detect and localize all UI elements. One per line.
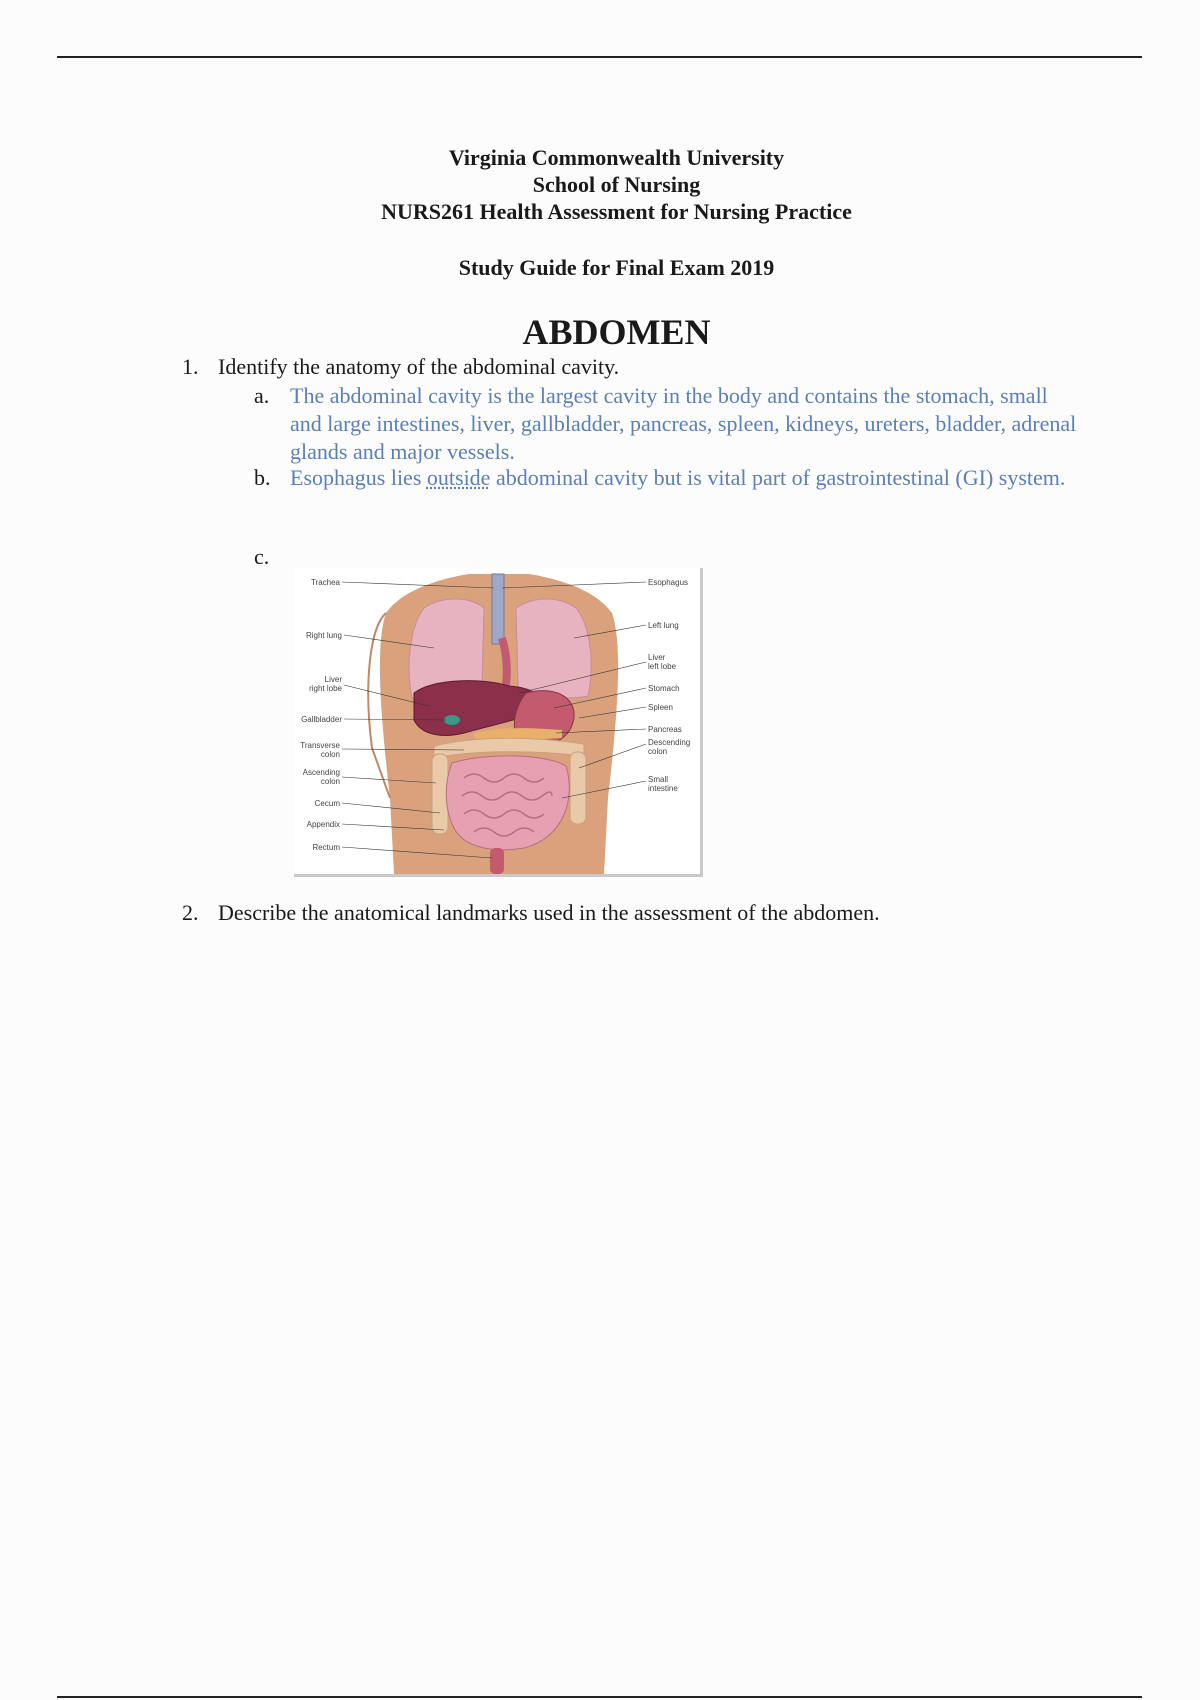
label-ascending-colon: colon xyxy=(320,777,340,786)
question-2 xyxy=(182,899,880,927)
label-trachea: Trachea xyxy=(310,578,340,587)
label-rectum: Rectum xyxy=(312,843,340,852)
school-name: School of Nursing xyxy=(532,172,701,197)
label-stomach: Stomach xyxy=(648,684,680,693)
label-small-intestine: intestine xyxy=(648,784,678,793)
label-left-lobe: left lobe xyxy=(648,662,677,671)
gallbladder-shape xyxy=(444,715,460,725)
question-1 xyxy=(182,353,619,381)
label-gallbladder: Gallbladder xyxy=(301,715,342,724)
question-number: 1. xyxy=(182,354,199,379)
label-right-lung: Right lung xyxy=(305,631,342,640)
course-title: NURS261 Health Assessment for Nursing Practice xyxy=(381,199,852,224)
label-liver-right: Liver xyxy=(324,675,342,684)
left-lung-shape xyxy=(516,599,591,698)
abdominal-anatomy-figure xyxy=(294,568,703,877)
label-descending-colon: colon xyxy=(648,747,668,756)
ascending-colon-shape xyxy=(432,754,448,834)
underlined-word: outside xyxy=(426,465,491,490)
label-ascending: Ascending xyxy=(302,768,340,777)
label-transverse-colon: colon xyxy=(320,750,340,759)
exam-title: Study Guide for Final Exam 2019 xyxy=(458,255,775,280)
answer-text-end: abdominal cavity but is vital part of gastrointestinal (GI) system. xyxy=(490,465,1066,490)
trachea-shape xyxy=(492,574,504,644)
question-text: Describe the anatomical landmarks used in the assessment of the abdomen. xyxy=(218,900,880,925)
top-rule xyxy=(57,56,1142,58)
label-pancreas: Pancreas xyxy=(648,725,682,734)
label-descending: Descending xyxy=(648,738,691,747)
answer-text-start: Esophagus lies xyxy=(290,465,427,490)
label-spleen: Spleen xyxy=(648,703,673,712)
section-title: ABDOMEN xyxy=(522,312,711,352)
answer-letter: b. xyxy=(254,465,271,490)
answer-letter: c. xyxy=(254,544,270,569)
descending-colon-shape xyxy=(570,752,586,824)
label-small: Small xyxy=(648,775,669,784)
question-number: 2. xyxy=(182,900,199,925)
label-appendix: Appendix xyxy=(306,820,340,829)
document-header xyxy=(0,144,1200,281)
question-text: Identify the anatomy of the abdominal cavity. xyxy=(218,354,620,379)
university-name: Virginia Commonwealth University xyxy=(448,145,785,170)
label-transverse: Transverse xyxy=(300,741,340,750)
answer-text: The abdominal cavity is the largest cavity in the body and contains the stomach, small and large intestines, liver, gallbladder, pancreas, spleen, kidneys, ureters, bladder, adrenal glands and major vessels. xyxy=(290,383,1077,464)
answer-a xyxy=(254,382,1084,466)
bottom-rule xyxy=(57,1696,1142,1698)
answer-b xyxy=(254,464,1084,492)
answer-text xyxy=(290,464,1084,492)
label-right-lobe: right lobe xyxy=(309,684,342,693)
anatomy-illustration xyxy=(294,568,700,874)
label-esophagus: Esophagus xyxy=(648,578,689,587)
answer-letter: a. xyxy=(254,383,270,408)
label-left-lung: Left lung xyxy=(648,621,679,630)
label-cecum: Cecum xyxy=(314,799,340,808)
rectum-shape xyxy=(490,848,504,874)
label-liver-left: Liver xyxy=(648,653,666,662)
